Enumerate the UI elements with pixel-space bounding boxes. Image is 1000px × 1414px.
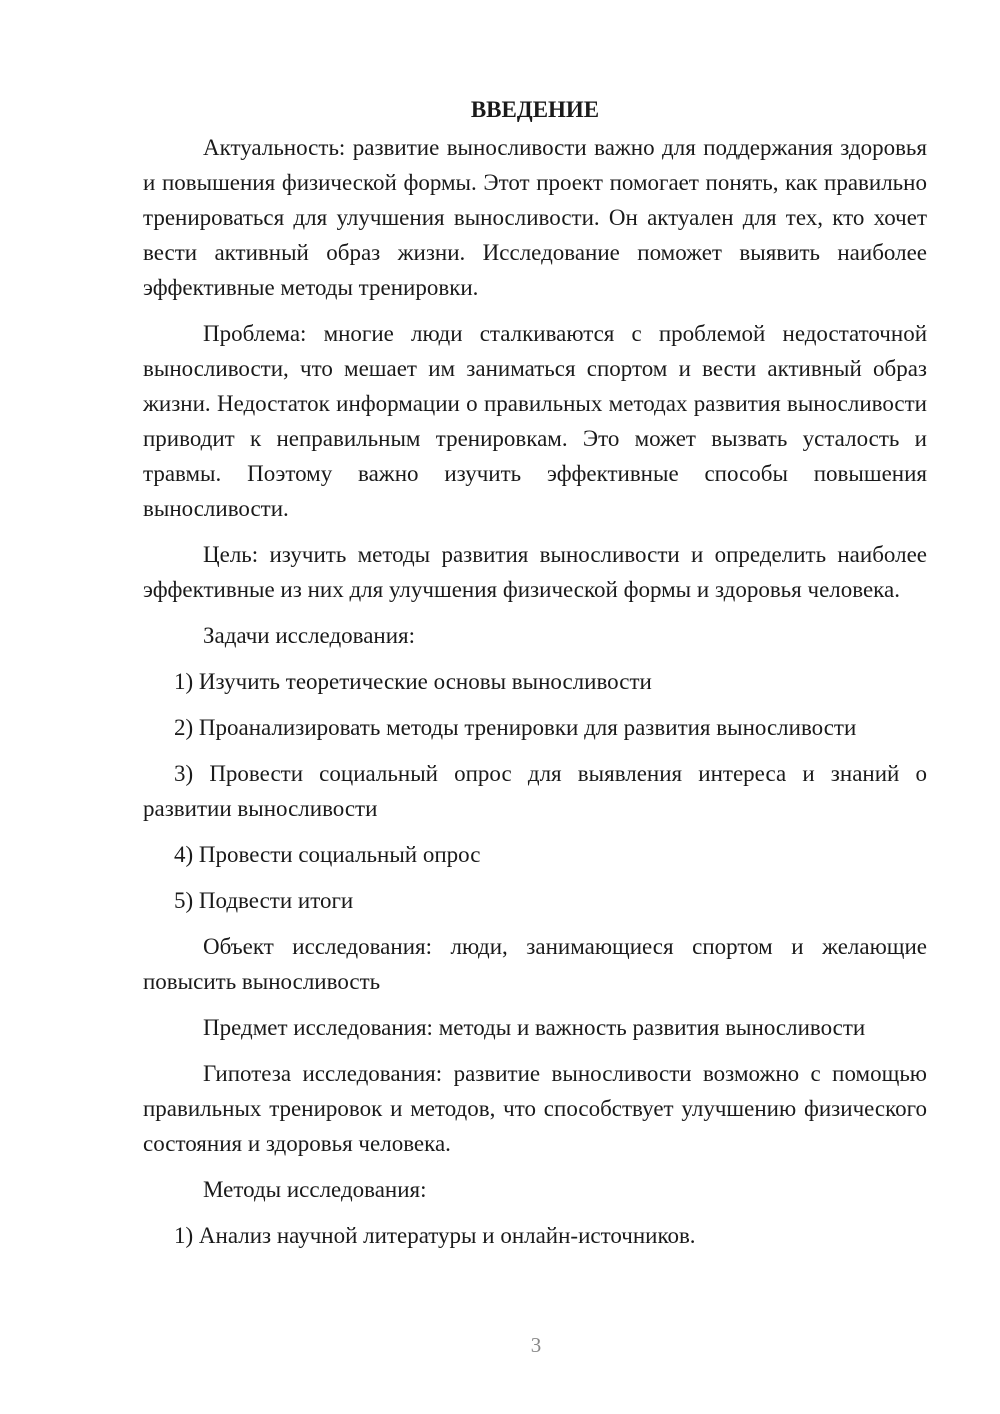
methods-heading: Методы исследования: <box>203 1177 427 1202</box>
paragraph-subject: Предмет исследования: методы и важность развития выносливости <box>203 1015 866 1040</box>
list-item: 4) Провести социальный опрос <box>174 842 481 867</box>
list-item: 1) Анализ научной литературы и онлайн-источников. <box>174 1223 696 1248</box>
list-item: 1) Изучить теоретические основы выносливости <box>174 669 652 694</box>
list-item: 2) Проанализировать методы тренировки для развития выносливости <box>174 715 857 740</box>
list-item: 5) Подвести итоги <box>174 888 354 913</box>
paragraph-relevance: Актуальность: развитие выносливости важно для поддержания здоровья и повышения физической формы. Этот проект помогает понять, как правильно тренироваться для улучшения выносливости. Он актуален для тех, кто хочет вести активный образ жизни. Исследование поможет выявить наиболее эффективные методы тренировки. <box>143 135 927 300</box>
section-title: ВВЕДЕНИЕ <box>470 97 600 122</box>
page-number: 3 <box>530 1333 542 1357</box>
list-item: 3) Провести социальный опрос для выявления интереса и знаний о развитии выносливости <box>143 761 927 821</box>
paragraph-problem: Проблема: многие люди сталкиваются с проблемой недостаточной выносливости, что мешает им заниматься спортом и вести активный образ жизни. Недостаток информации о правильных методах развития выносливости приводит к неправильным тренировкам. Это может вызвать усталость и травмы. Поэтому важно изучить эффективные способы повышения выносливости. <box>143 321 927 521</box>
paragraph-hypothesis: Гипотеза исследования: развитие выносливости возможно с помощью правильных тренировок и методов, что способствует улучшению физического состояния и здоровья человека. <box>143 1061 927 1156</box>
page-content <box>143 92 927 1264</box>
tasks-heading: Задачи исследования: <box>203 623 416 648</box>
paragraph-object: Объект исследования: люди, занимающиеся спортом и желающие повысить выносливость <box>143 934 927 994</box>
paragraph-goal: Цель: изучить методы развития выносливости и определить наиболее эффективные из них для улучшения физической формы и здоровья человека. <box>143 542 927 602</box>
